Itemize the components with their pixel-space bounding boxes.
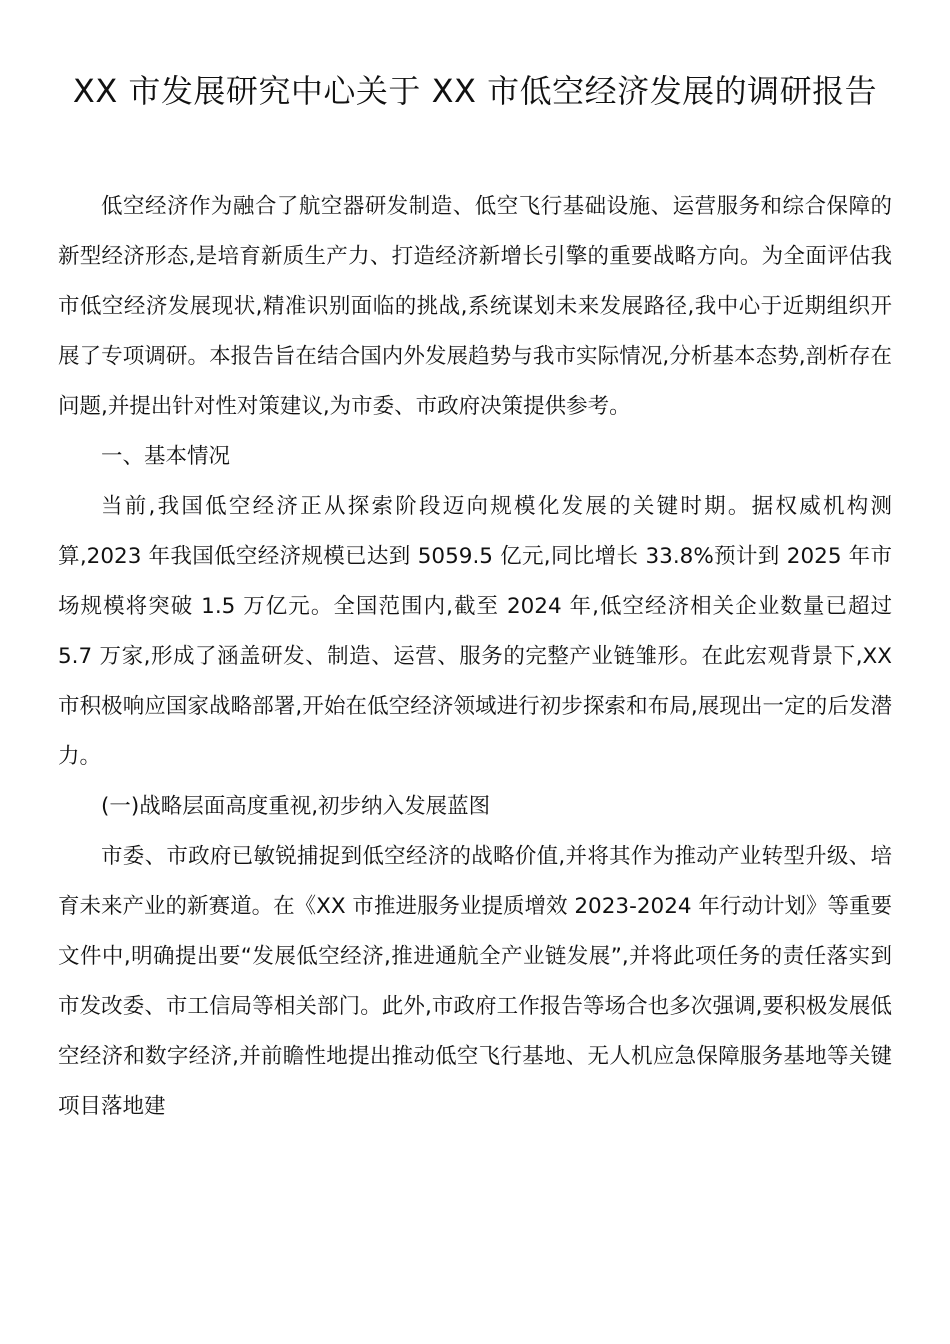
subsection-heading-strategy: (一)战略层面高度重视,初步纳入发展蓝图 — [101, 794, 491, 819]
intro-paragraph: 低空经济作为融合了航空器研发制造、低空飞行基础设施、运营服务和综合保障的新型经济形态,是培育新质生产力、打造经济新增长引擎的重要战略方向。为全面评估我市低空经济发展现状,精准识别面临的挑战,系统谋划未来发展路径,我中心于近期组织开展了专项调研。本报告旨在结合国内外发展趋势与我市实际情况,分析基本态势,剖析存在问题,并提出针对性对策建议,为市委、市政府决策提供参考。 — [58, 194, 892, 419]
document-page — [58, 68, 892, 1132]
body-paragraph: 当前,我国低空经济正从探索阶段迈向规模化发展的关键时期。据权威机构测算,2023 年我国低空经济规模已达到 5059.5 亿元,同比增长 33.8%预计到 2025 年市场规模将突破 1.5 万亿元。全国范围内,截至 2024 年,低空经济相关企业数量已超过 5.7 万家,形成了涵盖研发、制造、运营、服务的完整产业链雏形。在此宏观背景下,XX 市积极响应国家战略部署,开始在低空经济领域进行初步探索和布局,展现出一定的后发潜力。 — [58, 494, 892, 769]
body-paragraph: 市委、市政府已敏锐捕捉到低空经济的战略价值,并将其作为推动产业转型升级、培育未来产业的新赛道。在《XX 市推进服务业提质增效 2023-2024 年行动计划》等重要文件中,明确提出要“发展低空经济,推进通航全产业链发展”,并将此项任务的责任落实到市发改委、市工信局等相关部门。此外,市政府工作报告等场合也多次强调,要积极发展低空经济和数字经济,并前瞻性地提出推动低空飞行基地、无人机应急保障服务基地等关键项目落地建 — [58, 844, 892, 1119]
section-heading-basic-situation: 一、基本情况 — [101, 444, 231, 469]
document-body — [58, 182, 892, 1132]
document-title: XX 市发展研究中心关于 XX 市低空经济发展的调研报告 — [72, 72, 878, 110]
